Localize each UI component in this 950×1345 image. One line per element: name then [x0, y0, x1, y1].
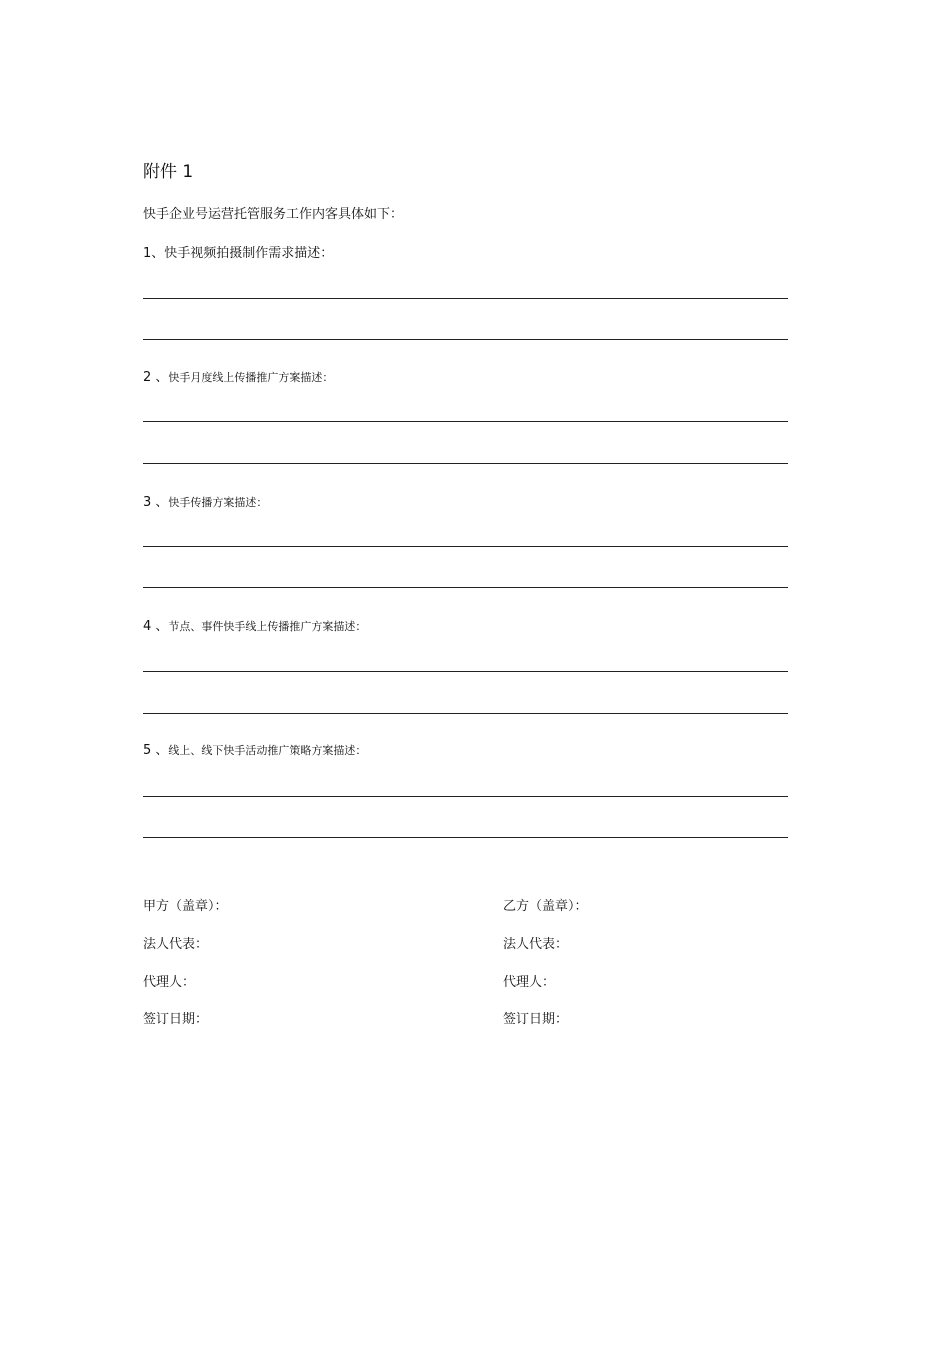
section-label: 快手月度线上传播推广方案描述：: [168, 371, 334, 384]
section-2-heading: [143, 366, 333, 385]
section-number: 3 、: [143, 495, 169, 510]
fill-line[interactable]: [143, 298, 788, 299]
fill-line[interactable]: [143, 339, 788, 340]
party-a-date-label: 签订日期：: [143, 1012, 209, 1027]
section-5-heading: [143, 739, 366, 758]
fill-line[interactable]: [143, 463, 788, 464]
party-b-agent-label: 代理人：: [503, 975, 556, 990]
section-number: 2 、: [143, 370, 169, 385]
intro-text: 快手企业号运营托管服务工作内客具体如下：: [143, 207, 404, 222]
party-a-legal-rep-label: 法人代表：: [143, 937, 209, 952]
section-4-heading: [143, 615, 366, 634]
fill-line[interactable]: [143, 796, 788, 797]
section-3-heading: [143, 491, 267, 510]
section-1-heading: [143, 242, 333, 261]
fill-line[interactable]: [143, 546, 788, 547]
fill-line[interactable]: [143, 587, 788, 588]
section-label: 节点、事件快手线上传播推广方案描述：: [168, 620, 367, 633]
page-title: 附件 1: [143, 162, 194, 182]
party-a-agent-label: 代理人：: [143, 975, 196, 990]
fill-line[interactable]: [143, 421, 788, 422]
party-b-seal-label: 乙方（盖章）：: [503, 899, 588, 914]
party-b-legal-rep-label: 法人代表：: [503, 937, 569, 952]
party-b-date-label: 签订日期：: [503, 1012, 569, 1027]
section-number: 1、: [143, 246, 165, 261]
fill-line[interactable]: [143, 837, 788, 838]
fill-line[interactable]: [143, 713, 788, 714]
fill-line[interactable]: [143, 671, 788, 672]
section-label: 快手传播方案描述：: [168, 496, 268, 509]
section-label: 线上、线下快手活动推广策略方案描述：: [168, 744, 367, 757]
section-number: 4 、: [143, 619, 169, 634]
party-a-seal-label: 甲方（盖章）：: [143, 899, 228, 914]
section-label: 快手视频拍摄制作需求描述：: [164, 246, 334, 261]
section-number: 5 、: [143, 743, 169, 758]
